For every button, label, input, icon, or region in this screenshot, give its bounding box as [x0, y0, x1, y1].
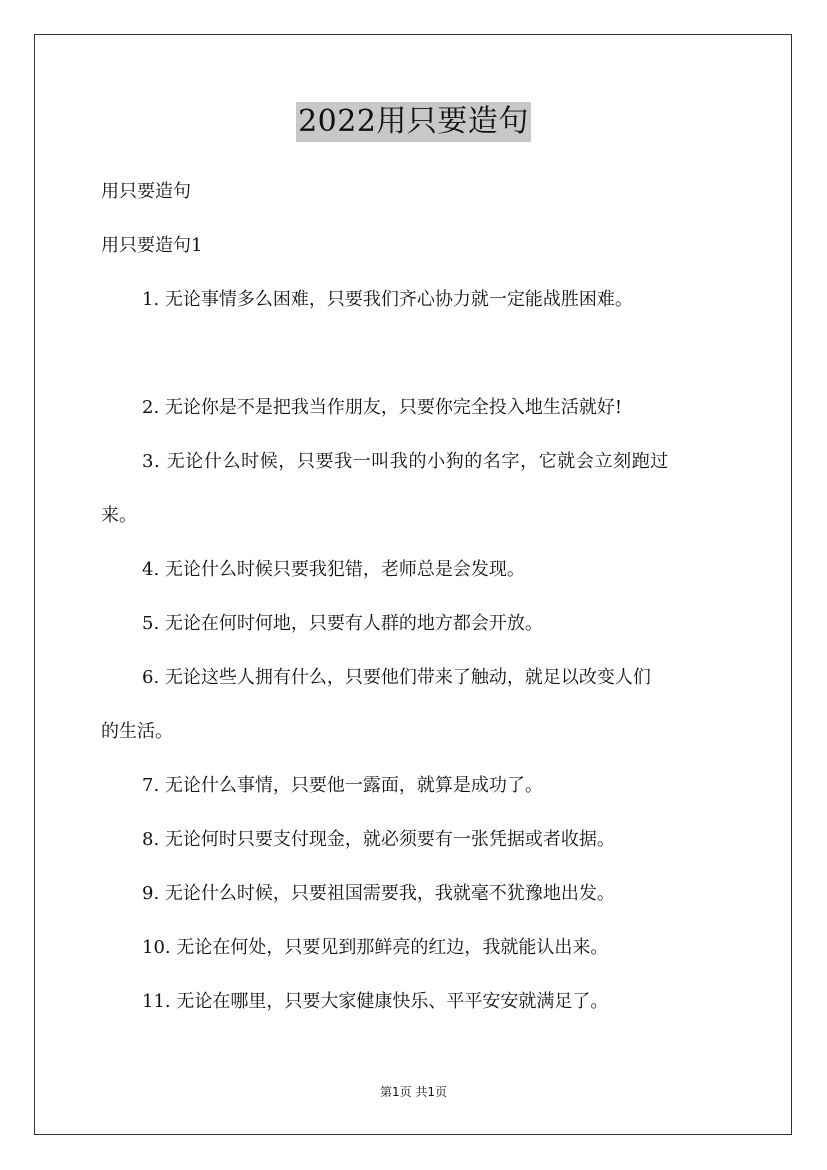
sentence-9: 9. 无论什么时候，只要祖国需要我，我就毫不犹豫地出发。 [142, 883, 615, 904]
sentence-10: 10. 无论在何处，只要见到那鲜亮的红边，我就能认出来。 [142, 937, 609, 958]
sentence-2: 2. 无论你是不是把我当作朋友，只要你完全投入地生活就好! [142, 397, 623, 418]
title-container [0, 102, 827, 142]
document-subtitle: 用只要造句 [101, 181, 191, 202]
sentence-6-continued: 的生活。 [101, 721, 173, 742]
sentence-8: 8. 无论何时只要支付现金，就必须要有一张凭据或者收据。 [142, 829, 615, 850]
sentence-3: 3. 无论什么时候，只要我一叫我的小狗的名字，它就会立刻跑过 [142, 451, 669, 472]
sentence-1: 1. 无论事情多么困难，只要我们齐心协力就一定能战胜困难。 [142, 289, 633, 310]
sentence-11: 11. 无论在哪里，只要大家健康快乐、平平安安就满足了。 [142, 991, 609, 1012]
sentence-3-continued: 来。 [101, 505, 137, 526]
section-heading: 用只要造句1 [101, 235, 203, 256]
document-title: 2022用只要造句 [296, 102, 531, 142]
page-number-footer: 第1页 共1页 [379, 1085, 448, 1099]
sentence-4: 4. 无论什么时候只要我犯错，老师总是会发现。 [142, 559, 525, 580]
sentence-5: 5. 无论在何时何地，只要有人群的地方都会开放。 [142, 613, 543, 634]
sentence-7: 7. 无论什么事情，只要他一露面，就算是成功了。 [142, 775, 543, 796]
sentence-6: 6. 无论这些人拥有什么，只要他们带来了触动，就足以改变人们 [142, 667, 651, 688]
